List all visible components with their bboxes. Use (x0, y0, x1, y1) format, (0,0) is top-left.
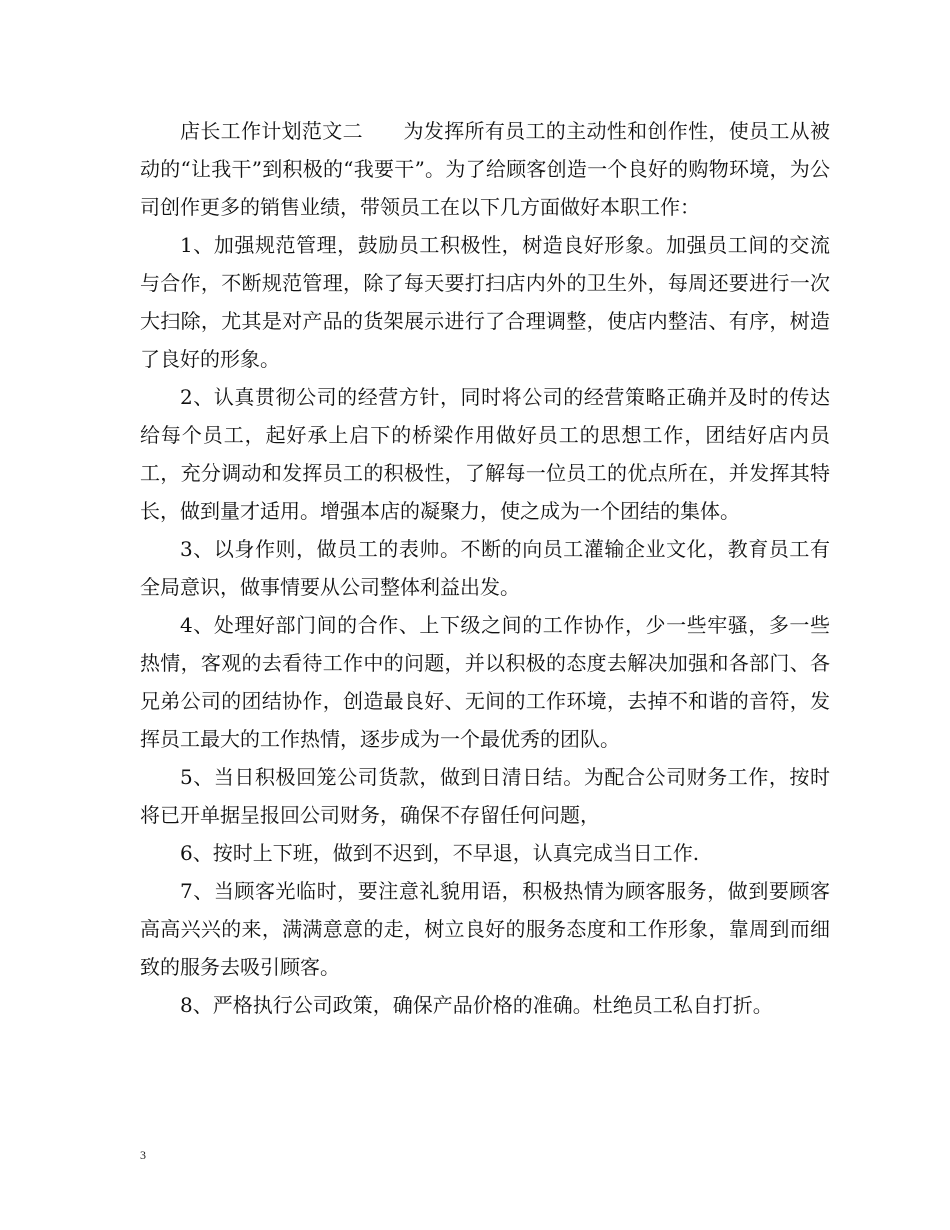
paragraph-intro: 店长工作计划范文二 为发挥所有员工的主动性和创作性，使员工从被动的“让我干”到积极的“我要干”。为了给顾客创造一个良好的购物环境，为公司创作更多的销售业绩，带领员工在以下几方面做好本职工作： (140, 119, 830, 219)
paragraph-item-6: 6、按时上下班，做到不迟到，不早退，认真完成当日工作. (180, 841, 700, 865)
paragraph-item-8: 8、严格执行公司政策，确保产品价格的准确。杜绝员工私自打折。 (180, 993, 773, 1017)
paragraph-item-2: 2、认真贯彻公司的经营方针，同时将公司的经营策略正确并及时的传达给每个员工，起好承上启下的桥梁作用做好员工的思想工作，团结好店内员工，充分调动和发挥员工的积极性，了解每一位员工的优点所在，并发挥其特长，做到量才适用。增强本店的凝聚力，使之成为一个团结的集体。 (140, 385, 830, 523)
paragraph-item-4: 4、处理好部门间的合作、上下级之间的工作协作，少一些牢骚，多一些热情，客观的去看待工作中的问题，并以积极的态度去解决加强和各部门、各兄弟公司的团结协作，创造最良好、无间的工作环境，去掉不和谐的音符，发挥员工最大的工作热情，逐步成为一个最优秀的团队。 (140, 613, 830, 751)
paragraph-item-1: 1、加强规范管理，鼓励员工积极性，树造良好形象。加强员工间的交流与合作，不断规范管理，除了每天要打扫店内外的卫生外，每周还要进行一次大扫除，尤其是对产品的货架展示进行了合理调整，使店内整洁、有序，树造了良好的形象。 (140, 233, 830, 371)
paragraph-item-7: 7、当顾客光临时，要注意礼貌用语，积极热情为顾客服务，做到要顾客高高兴兴的来，满满意意的走，树立良好的服务态度和工作形象，靠周到而细致的服务去吸引顾客。 (140, 879, 830, 979)
paragraph-item-3: 3、以身作则，做员工的表帅。不断的向员工灌输企业文化，教育员工有全局意识，做事情要从公司整体利益出发。 (140, 537, 830, 599)
page-number: 3 (140, 1148, 146, 1162)
paragraph-item-5: 5、当日积极回笼公司货款，做到日清日结。为配合公司财务工作，按时将已开单据呈报回公司财务，确保不存留任何问题， (140, 765, 830, 827)
document-body (140, 112, 830, 1024)
